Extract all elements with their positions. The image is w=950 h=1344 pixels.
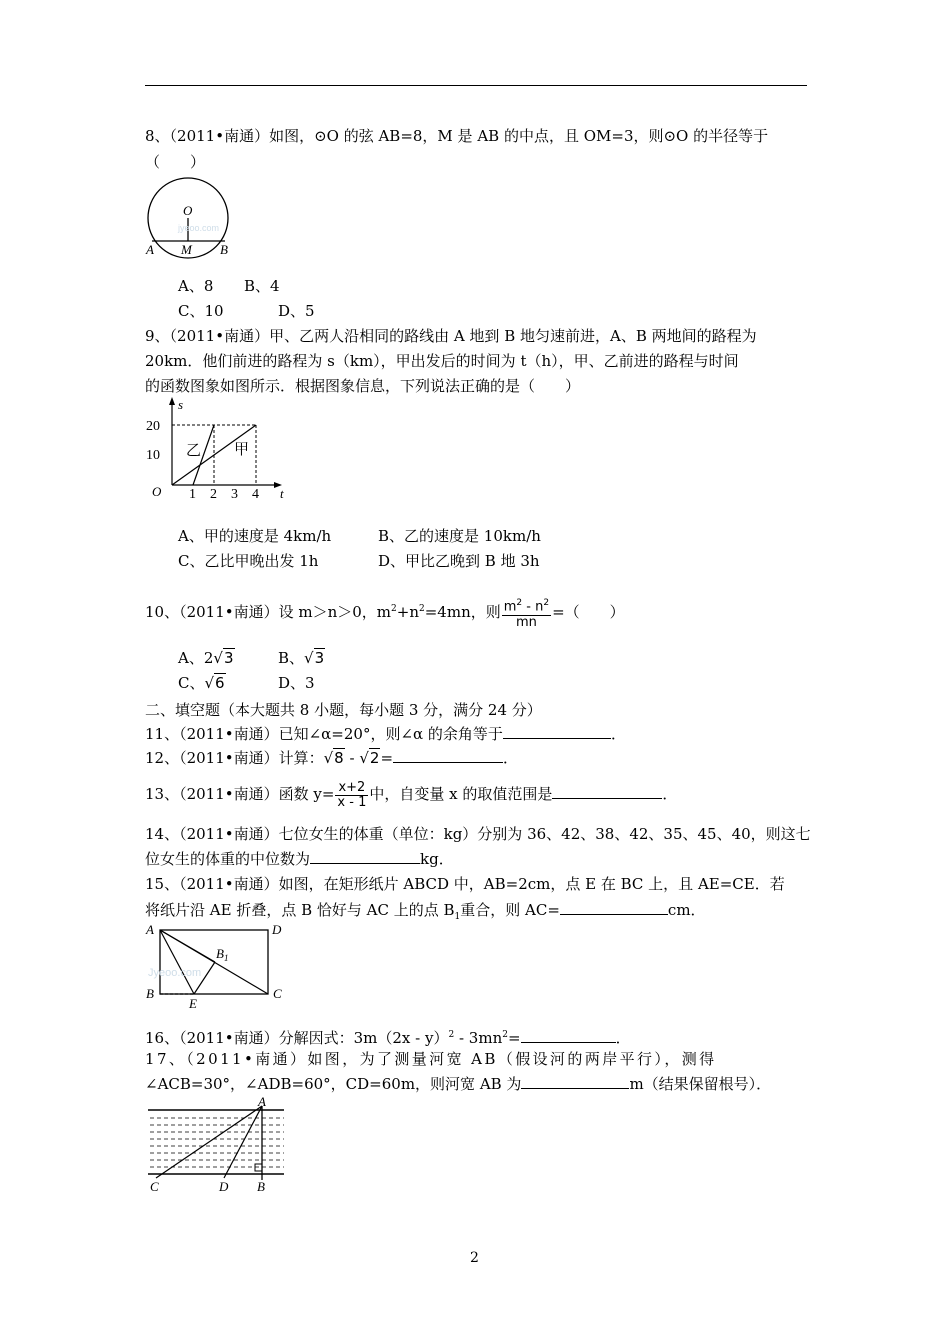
q9-line2: 20km．他们前进的路程为 s（km），甲出发后的时间为 t（h），甲、乙前进的路程与时间 bbox=[145, 352, 739, 370]
q10-fraction: $\frac{m^2 - n^2}{mn}$ bbox=[503, 598, 550, 630]
label-2: 2 bbox=[210, 487, 217, 502]
label-b: B bbox=[257, 1179, 265, 1194]
q9-line1: 9、（2011•南通）甲、乙两人沿相同的路线由 A 地到 B 地匀速前进，A、B 两地间的路程为 bbox=[145, 327, 757, 345]
q8-option-d[interactable]: D、5 bbox=[278, 302, 315, 320]
label-10: 10 bbox=[146, 448, 160, 463]
q10-option-b[interactable]: B、√3 bbox=[278, 649, 325, 667]
q8-circle-figure bbox=[140, 175, 240, 260]
q10-option-c[interactable]: C、√6 bbox=[178, 674, 225, 692]
watermark: jyeoo.com bbox=[178, 223, 220, 233]
q14-line2: 位女生的体重的中位数为 kg． bbox=[145, 850, 454, 868]
q13-fraction: $\frac{x+2}{x - 1}$ bbox=[337, 779, 367, 810]
q15-line1: 15、（2011•南通）如图，在矩形纸片 ABCD 中，AB=2cm，点 E 在 BC 上，且 AE=CE．若 bbox=[145, 875, 785, 893]
label-d: D bbox=[272, 922, 282, 937]
label-4: 4 bbox=[252, 487, 259, 502]
q9-option-d[interactable]: D、甲比乙晚到 B 地 3h bbox=[378, 552, 540, 570]
q16-answer-blank[interactable] bbox=[521, 1028, 616, 1043]
q11-answer-blank[interactable] bbox=[503, 724, 611, 739]
q8-text: 8、（2011•南通）如图，⊙O 的弦 AB=8，M 是 AB 的中点，且 OM=3，则⊙O 的半径等于 bbox=[145, 127, 769, 145]
q10-option-d[interactable]: D、3 bbox=[278, 674, 315, 692]
label-d: D bbox=[219, 1179, 229, 1194]
label-a: A bbox=[146, 922, 154, 937]
section-2-heading: 二、填空题（本大题共 8 小题，每小题 3 分，满分 24 分） bbox=[145, 701, 542, 719]
q13-text: 13、（2011•南通）函数 y= $\frac{x+2}{x - 1}$ 中，自变量 x 的取值范围是 ． bbox=[145, 779, 678, 810]
q15-answer-blank[interactable] bbox=[560, 900, 668, 915]
label-b: B bbox=[146, 986, 154, 1001]
header-rule bbox=[145, 85, 807, 86]
q8-option-a[interactable]: A、8 bbox=[178, 277, 214, 295]
q17-line1: 17、（2011•南通）如图，为了测量河宽 AB（假设河的两岸平行），测得 bbox=[145, 1050, 717, 1068]
q9-line3: 的函数图象如图所示．根据图象信息，下列说法正确的是（ ） bbox=[145, 377, 581, 395]
label-o: O bbox=[183, 203, 193, 218]
label-t: t bbox=[280, 486, 284, 501]
water-hatching bbox=[150, 1118, 284, 1167]
q12-answer-blank[interactable] bbox=[393, 748, 503, 763]
label-3: 3 bbox=[231, 487, 238, 502]
q17-line2: ∠ACB=30°，∠ADB=60°，CD=60m，则河宽 AB 为 m（结果保留根号）． bbox=[145, 1075, 772, 1093]
label-a: A bbox=[146, 242, 154, 257]
label-jia: 甲 bbox=[234, 440, 250, 458]
q11-text: 11、（2011•南通）已知∠α=20°，则∠α 的余角等于 ． bbox=[145, 725, 626, 743]
label-e: E bbox=[189, 996, 197, 1011]
q12-text: 12、（2011•南通）计算：√8 - √2= ． bbox=[145, 749, 519, 767]
q13-answer-blank[interactable] bbox=[552, 784, 662, 799]
label-b: B bbox=[220, 242, 228, 257]
q15-line2: 将纸片沿 AE 折叠，点 B 恰好与 AC 上的点 $B_1$重合，则 AC= cm． bbox=[145, 901, 706, 922]
label-s: s bbox=[178, 397, 184, 412]
q14-line1: 14、（2011•南通）七位女生的体重（单位：kg）分别为 36、42、38、42、35、45、40，则这七 bbox=[145, 825, 811, 843]
q10-option-a[interactable]: A、2√3 bbox=[178, 649, 234, 667]
q8-option-c[interactable]: C、10 bbox=[178, 302, 224, 320]
label-o: O bbox=[152, 484, 162, 499]
q8-option-b[interactable]: B、4 bbox=[244, 277, 280, 295]
q15-rectangle-figure bbox=[142, 920, 302, 1012]
q9-option-c[interactable]: C、乙比甲晚出发 1h bbox=[178, 552, 319, 570]
label-1: 1 bbox=[189, 487, 196, 502]
watermark: Jyeoo.com bbox=[148, 967, 202, 979]
page-number: 2 bbox=[470, 1250, 479, 1266]
q9-graph-figure bbox=[140, 395, 300, 505]
label-yi: 乙 bbox=[186, 441, 202, 459]
q17-answer-blank[interactable] bbox=[521, 1074, 629, 1089]
q9-option-b[interactable]: B、乙的速度是 10km/h bbox=[378, 527, 541, 545]
label-b1: $B_1$ bbox=[216, 946, 229, 963]
label-m: M bbox=[181, 242, 192, 257]
right-angle-mark bbox=[255, 1164, 262, 1171]
q10-text: 10、（2011•南通）设 m＞n＞0，$m^2+n^2=4mn$，则 $\frac{m^2 - n^2}{mn}$ =（ ） bbox=[145, 598, 625, 630]
q17-river-figure bbox=[142, 1096, 302, 1196]
q14-answer-blank[interactable] bbox=[310, 849, 420, 864]
label-c: C bbox=[150, 1179, 159, 1194]
label-a: A bbox=[258, 1094, 266, 1109]
q9-option-a[interactable]: A、甲的速度是 4km/h bbox=[178, 527, 332, 545]
label-c: C bbox=[273, 986, 282, 1001]
q16-text: 16、（2011•南通）分解因式：$3m(2x - y)^2 - 3mn^2=$ ． bbox=[145, 1029, 631, 1047]
label-20: 20 bbox=[146, 419, 160, 434]
q8-paren: （ ） bbox=[145, 153, 206, 171]
